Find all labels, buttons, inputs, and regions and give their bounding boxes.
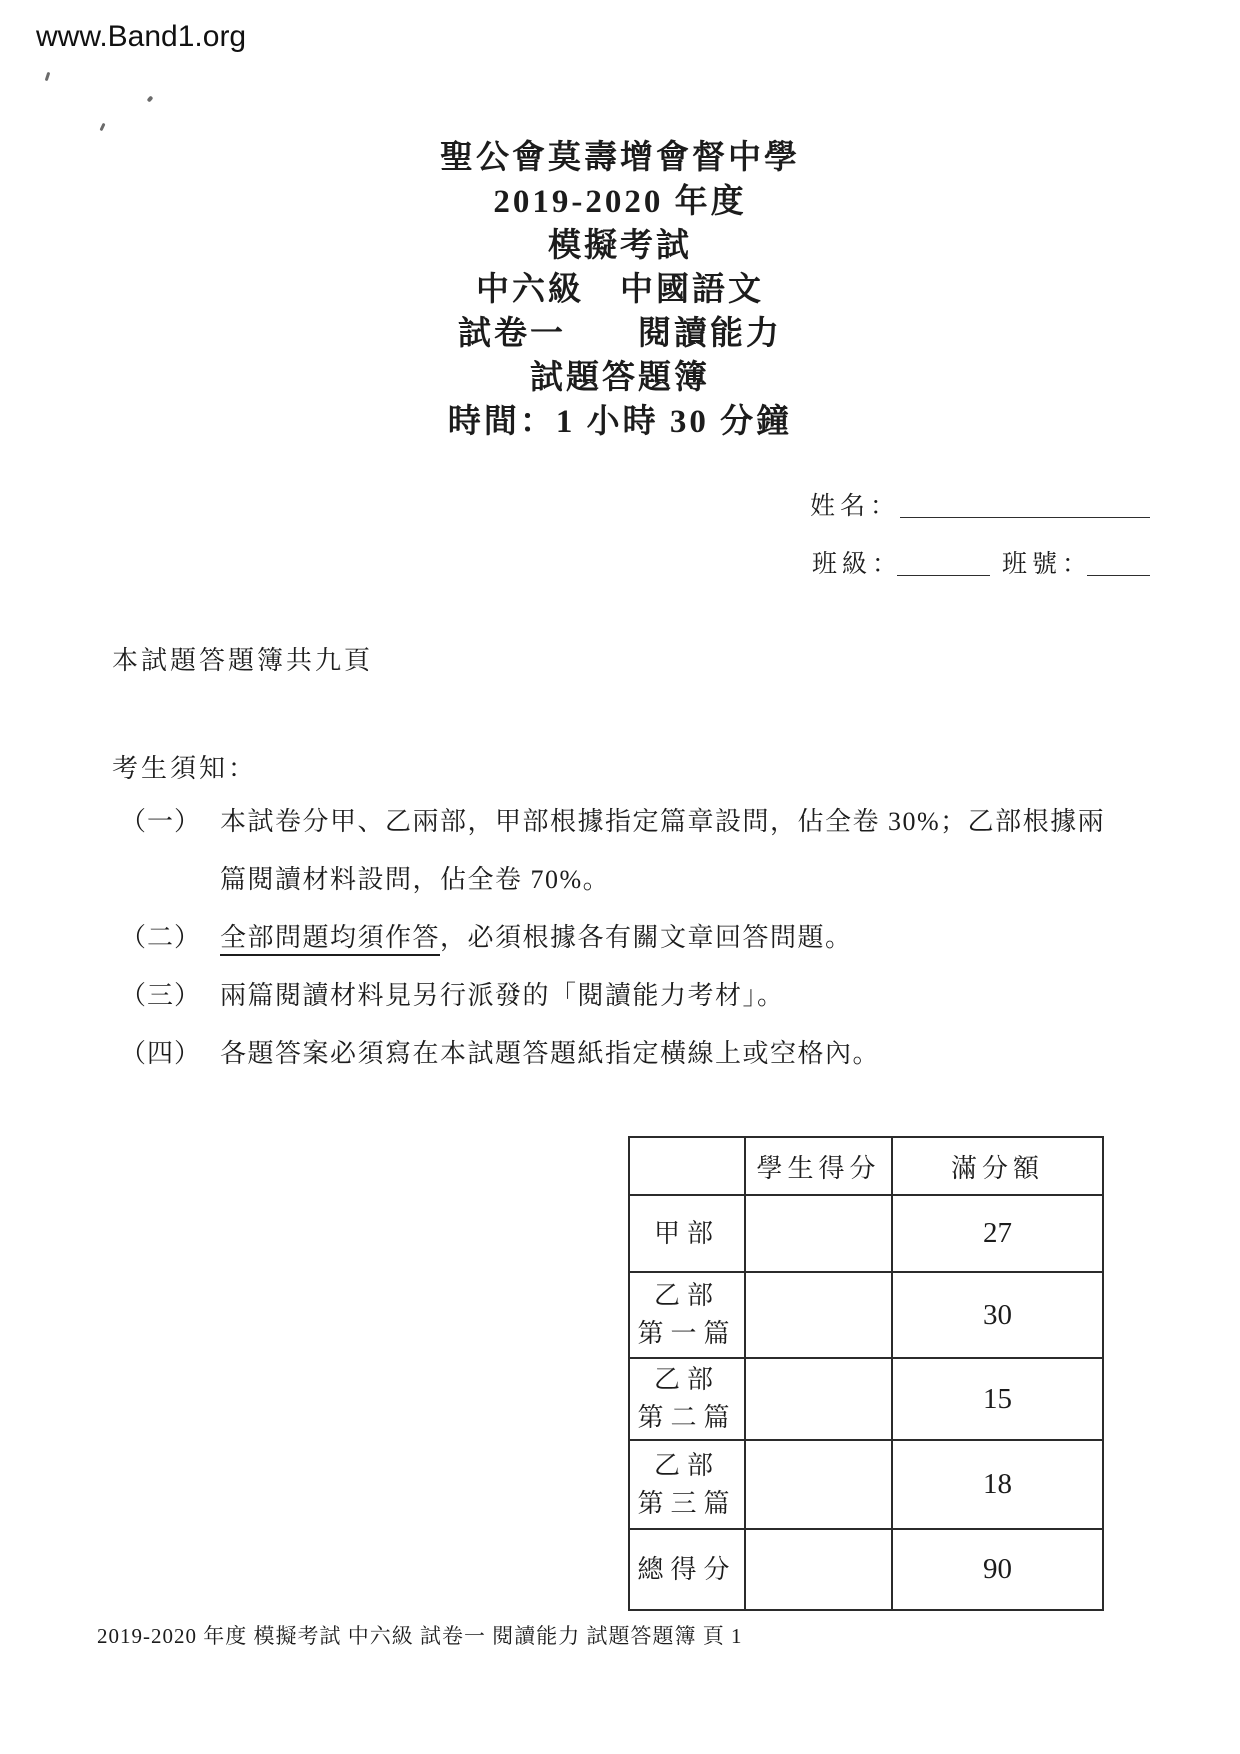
- instruction-line: 篇閱讀材料設問，佔全卷 70%。: [220, 865, 611, 894]
- table-header-row: [629, 1137, 1103, 1195]
- notes-heading: 考生須知：: [112, 754, 258, 783]
- score-table: [628, 1136, 1104, 1611]
- student-score-cell: [745, 1440, 892, 1529]
- class-subject: 中六級 中國語文: [476, 272, 764, 308]
- watermark-text: www.Band1.org: [36, 20, 247, 53]
- time-limit: 時間：1 小時 30 分鐘: [447, 404, 793, 440]
- paper-title: 試卷一 閱讀能力: [458, 316, 782, 352]
- booklet-title: 試題答題簿: [530, 360, 710, 396]
- row-label: 乙部 第一篇: [629, 1272, 745, 1358]
- scan-speckle: [99, 123, 105, 132]
- instruction-number: （一）: [120, 807, 202, 836]
- full-mark-cell: 90: [892, 1529, 1103, 1610]
- table-header-empty: [629, 1137, 745, 1195]
- school-name: 聖公會莫壽增會督中學: [440, 140, 800, 176]
- instruction-number: （二）: [120, 923, 202, 952]
- instruction-item-1: [120, 793, 1150, 909]
- scan-speckle: [147, 95, 154, 102]
- row-label: 乙部 第三篇: [629, 1440, 745, 1529]
- class-field-line: [897, 575, 990, 576]
- instruction-line: ，必須根據各有關文章回答問題。: [440, 923, 853, 952]
- student-score-cell: [745, 1272, 892, 1358]
- name-field-line: [900, 517, 1150, 518]
- full-mark-cell: 30: [892, 1272, 1103, 1358]
- instruction-text: 各題答案必須寫在本試題答題紙指定橫線上或空格內。: [220, 1039, 881, 1068]
- scan-speckle: [45, 72, 51, 81]
- full-mark-cell: 15: [892, 1358, 1103, 1440]
- classno-field-label: 班號：: [1002, 551, 1093, 578]
- table-header-student-score: 學生得分: [745, 1137, 892, 1195]
- instruction-text: [220, 793, 1150, 909]
- exam-name: 模擬考試: [548, 228, 692, 264]
- instruction-item-3: [120, 967, 1150, 1025]
- table-row: [629, 1529, 1103, 1610]
- classno-field-line: [1087, 575, 1150, 576]
- instruction-line: 本試卷分甲、乙兩部，甲部根據指定篇章設問，佔全卷 30%；乙部根據兩: [220, 807, 1106, 836]
- page-footer: 2019-2020 年度 模擬考試 中六級 試卷一 閱讀能力 試題答題簿 頁 1: [97, 1624, 743, 1648]
- pages-count-line: 本試題答題簿共九頁: [112, 646, 374, 675]
- table-row: [629, 1272, 1103, 1358]
- student-score-cell: [745, 1195, 892, 1272]
- name-field-label: 姓名：: [810, 493, 901, 520]
- instruction-number: （四）: [120, 1039, 202, 1068]
- title-block: [0, 136, 1240, 444]
- student-score-cell: [745, 1529, 892, 1610]
- instruction-number: （三）: [120, 981, 202, 1010]
- class-field-label: 班級：: [812, 551, 903, 578]
- table-row: [629, 1358, 1103, 1440]
- instruction-item-2: [120, 909, 1150, 967]
- row-label: 甲部: [629, 1195, 745, 1272]
- exam-year: 2019-2020 年度: [493, 184, 747, 220]
- instruction-text: [220, 909, 1150, 967]
- instructions-list: [120, 793, 1150, 1083]
- table-row: [629, 1195, 1103, 1272]
- instruction-item-4: [120, 1025, 1150, 1083]
- row-label: 總得分: [629, 1529, 745, 1610]
- instruction-text: 兩篇閱讀材料見另行派發的「閱讀能力考材」。: [220, 981, 785, 1010]
- underlined-text: 全部問題均須作答: [220, 923, 440, 956]
- full-mark-cell: 18: [892, 1440, 1103, 1529]
- student-score-cell: [745, 1358, 892, 1440]
- full-mark-cell: 27: [892, 1195, 1103, 1272]
- row-label: 乙部 第二篇: [629, 1358, 745, 1440]
- table-header-full-mark: 滿分額: [892, 1137, 1103, 1195]
- table-row: [629, 1440, 1103, 1529]
